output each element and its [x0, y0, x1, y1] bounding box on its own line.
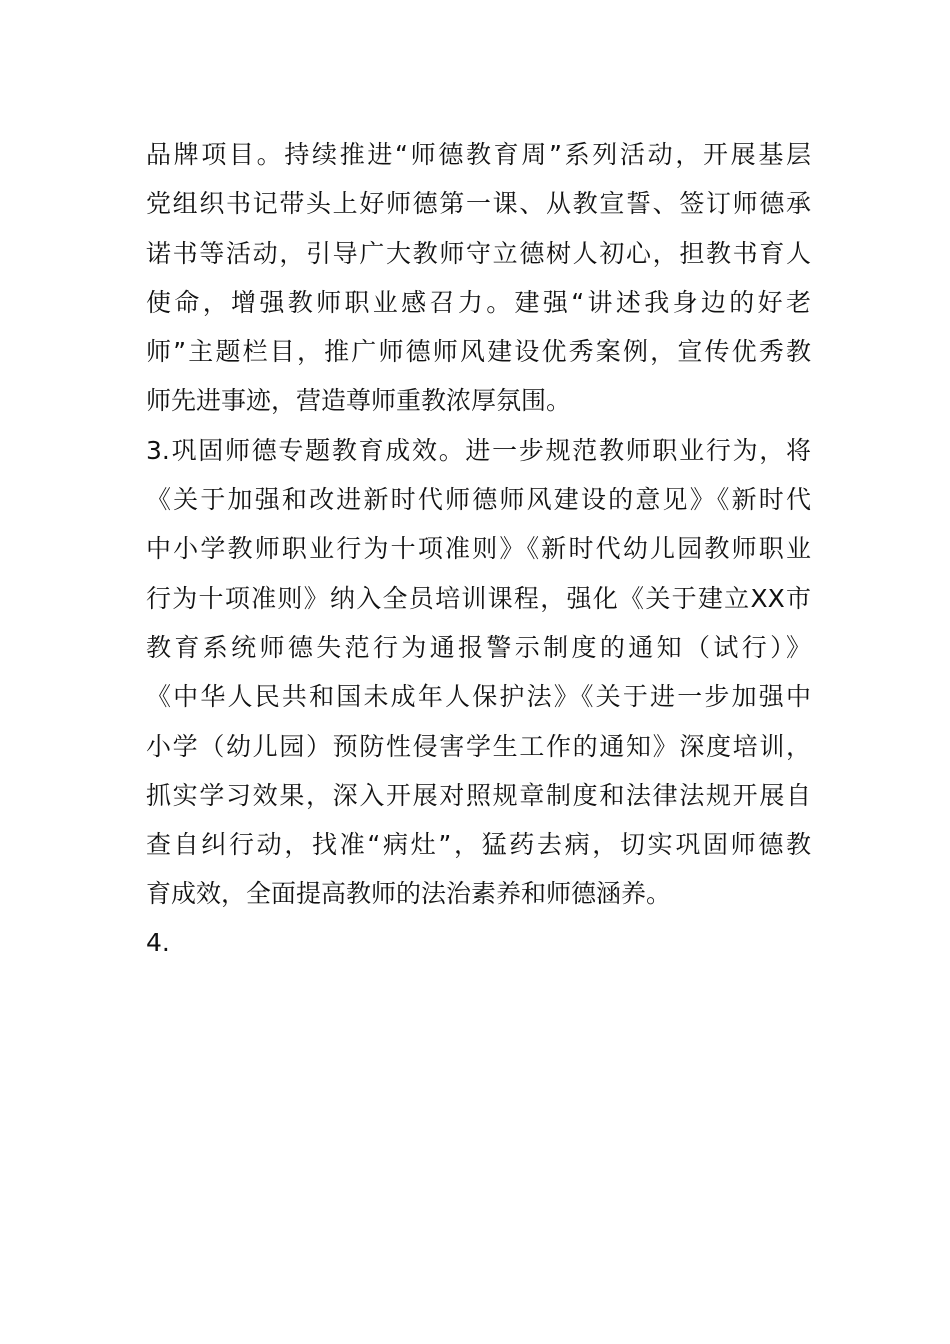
text-line: 小学（幼儿园）预防性侵害学生工作的通知》深度培训，	[146, 731, 811, 761]
next-item-number: 4.	[146, 928, 170, 957]
text-line: 育成效，全面提高教师的法治素养和师德涵养。	[146, 879, 672, 909]
body-text	[146, 130, 811, 919]
text-line: 查自纠行动，找准“病灶”，猛药去病，切实巩固师德教	[146, 830, 811, 860]
text-line: 行为十项准则》纳入全员培训课程，强化《关于建立XX市	[146, 583, 811, 613]
text-line: 品牌项目。持续推进“师德教育周”系列活动，开展基层	[146, 140, 811, 169]
text-line: 中小学教师职业行为十项准则》《新时代幼儿园教师职业	[146, 534, 811, 564]
text-line: 《中华人民共和国未成年人保护法》《关于进一步加强中	[146, 682, 811, 712]
text-line: 《关于加强和改进新时代师德师风建设的意见》《新时代	[146, 485, 811, 515]
text-line: 3.巩固师德专题教育成效。进一步规范教师职业行为，将	[146, 435, 811, 465]
text-line: 抓实学习效果，深入开展对照规章制度和法律法规开展自	[146, 780, 811, 810]
text-line: 师先进事迹，营造尊师重教浓厚氛围。	[146, 386, 572, 416]
text-line: 党组织书记带头上好师德第一课、从教宣誓、签订师德承	[146, 189, 811, 219]
text-line: 使命，增强教师职业感召力。建强“讲述我身边的好老	[146, 287, 811, 317]
text-line: 教育系统师德失范行为通报警示制度的通知（试行）》	[146, 632, 811, 662]
text-line: 师”主题栏目，推广师德师风建设优秀案例，宣传优秀教	[146, 337, 811, 367]
text-line: 诺书等活动，引导广大教师守立德树人初心，担教书育人	[146, 238, 811, 268]
